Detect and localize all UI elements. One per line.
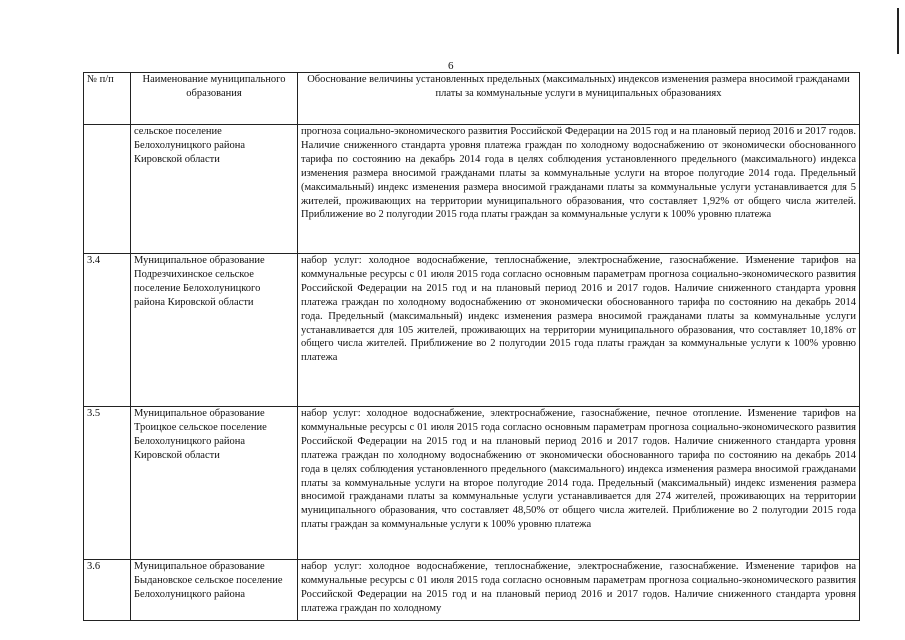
row-number: 3.5: [84, 407, 131, 560]
row-number: [84, 125, 131, 254]
table-row: [84, 254, 860, 407]
justification-text-content: набор услуг: холодное водоснабжение, теплоснабжение, электроснабжение, газоснабжение. Изменение тарифов на коммунальные ресурсы с 01 июля 2015 года согласно основным параметрам прогноза социально-экономического развития Российской Федерации на 2015 год и на плановый период 2016 и 2017 годов. Наличие сниженного стандарта уровня платежа граждан по холодному: [301, 561, 856, 614]
table-row: [84, 125, 860, 254]
municipality-name: Муниципальное образование Троицкое сельское поселение Белохолуницкого района Кировской области: [131, 407, 298, 560]
justification-text: прогноза социально-экономического развития Российской Федерации на 2015 год и на плановый период 2016 и 2017 годов. Наличие сниженного стандарта уровня платежа граждан по холодному водоснабжению от экономически обоснованного тарифа по состоянию на декабрь 2014 года в целях соблюдения установленного предельного (максимального) индекса изменения размера вносимой гражданами платы за коммунальные услуги на второе полугодие 2014 года. Предельный (максимальный) индекс изменения размера вносимой гражданами платы за коммунальные услуги устанавливается для 5 жителей, проживающих на территории муниципального образования, что составляет 1,92% от общего числа жителей. Приближение во 2 полугодии 2015 года платы граждан за коммунальные услуги к 100% уровню платежа: [298, 125, 860, 254]
municipality-name-text: Муниципальное образование Быдановское сельское поселение Белохолуницкого района: [134, 561, 283, 600]
row-number: 3.4: [84, 254, 131, 407]
tariff-index-table: [83, 72, 860, 621]
justification-text: набор услуг: холодное водоснабжение, теплоснабжение, электроснабжение, газоснабжение. Изменение тарифов на коммунальные ресурсы с 01 июля 2015 года согласно основным параметрам прогноза социально-экономического развития Российской Федерации на 2015 год и на плановый период 2016 и 2017 годов. Наличие сниженного стандарта уровня платежа граждан по холодному водоснабжению от экономически обоснованного тарифа по состоянию на декабрь 2014 года. Предельный (максимальный) индекс изменения размера вносимой гражданами платы за коммунальные услуги устанавливается для 105 жителей, проживающих на территории муниципального образования, что составляет 10,18% от общего числа жителей. Приближение во 2 полугодии 2015 года платы граждан за коммунальные услуги к 100% уровню платежа: [298, 254, 860, 407]
table-row: [84, 407, 860, 560]
row-number: 3.6: [84, 560, 131, 621]
municipality-name: сельское поселение Белохолуницкого района Кировской области: [131, 125, 298, 254]
margin-line: [897, 8, 899, 54]
municipality-name: [131, 560, 298, 621]
header-justification: Обоснование величины установленных предельных (максимальных) индексов изменения размера вносимой гражданами платы за коммунальные услуги в муниципальных образованиях: [298, 73, 860, 125]
justification-text: набор услуг: холодное водоснабжение, электроснабжение, газоснабжение, печное отопление. Изменение тарифов на коммунальные ресурсы с 01 июля 2015 года согласно основным параметрам прогноза социально-экономического развития Российской Федерации на 2015 год и на плановый период 2016 и 2017 годов. Наличие сниженного стандарта уровня платежа граждан по холодному водоснабжению от экономически обоснованного тарифа по состоянию на декабрь 2014 года в целях соблюдения установленного предельного (максимального) индекса изменения размера вносимой гражданами платы за коммунальные услуги на второе полугодие 2014 года. Предельный (максимальный) индекс изменения размера вносимой гражданами платы за коммунальные услуги устанавливается для 274 жителей, проживающих на территории муниципального образования, что составляет 48,50% от общего числа жителей. Приближение во 2 полугодии 2015 года платы граждан за коммунальные услуги к 100% уровню платежа: [298, 407, 860, 560]
table-row: [84, 560, 860, 621]
justification-text: [298, 560, 860, 621]
header-number: № п/п: [84, 73, 131, 125]
page-number: 6: [448, 60, 454, 72]
header-municipality-name: Наименование муниципального образования: [131, 73, 298, 125]
table-header-row: [84, 73, 860, 125]
municipality-name: Муниципальное образование Подрезчихинское сельское поселение Белохолуницкого района Кировской области: [131, 254, 298, 407]
